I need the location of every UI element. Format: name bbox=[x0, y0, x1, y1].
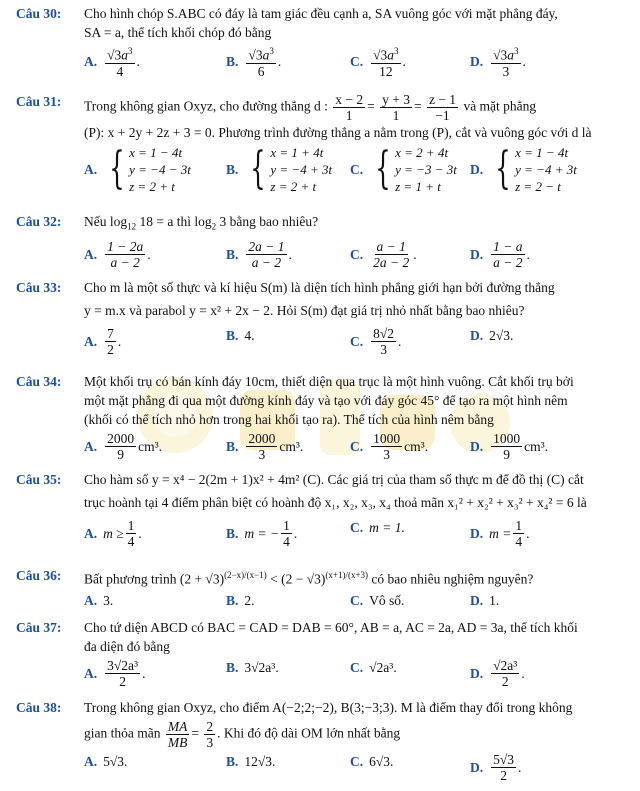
option-b[interactable]: B. $\frac{2a - 1}{a - 2}$ . bbox=[226, 238, 292, 270]
question-text: Bất phương trình $(2 + √3)^{(2-x)/(x-1)} < (2 - √3)^{(x+1)/(x+3)}$ có bao nhiêu nghiệm nguyên? bbox=[84, 570, 534, 587]
question-text: Cho hàm số y = x⁴ − 2(2m + 1)x² + 4m² (C). Các giá trị của tham số thực m để đồ thị (C) cắt bbox=[84, 472, 584, 487]
option-c[interactable]: C. √2a³. bbox=[350, 660, 397, 675]
question-34 bbox=[16, 372, 628, 465]
option-c[interactable]: C. $\frac{√3a^3}{12}$ . bbox=[350, 46, 406, 79]
option-d[interactable]: D. 1. bbox=[470, 592, 500, 608]
question-33 bbox=[16, 278, 628, 360]
option-d[interactable]: D. $\frac{1 - a}{a - 2}$ . bbox=[470, 238, 530, 270]
option-c[interactable]: C. $\frac{1000}{3}$ cm³. bbox=[350, 431, 429, 462]
question-text: Nếu $\log_{12} 18 = a$ thì $\log_2 3$ bằng bao nhiêu? bbox=[84, 214, 319, 232]
option-c[interactable]: C. Vô số. bbox=[350, 592, 405, 608]
option-a[interactable]: A. $\frac{\text{3√2a³}}{2}$ . bbox=[84, 658, 146, 689]
question-text: Trong không gian Oxyz, cho đường thẳng d : $\frac{x - 2}{1}$ = $\frac{y + 3}{1}$ = $\frac{z - 1}{-1}$ và mặt phẳng bbox=[84, 92, 537, 123]
option-d[interactable]: D. $\frac{√3a^3}{3}$ . bbox=[470, 46, 526, 79]
question-label: Câu 38: bbox=[16, 700, 62, 715]
question-36 bbox=[16, 566, 628, 611]
option-b[interactable]: B. 2. bbox=[226, 592, 255, 608]
option-b[interactable]: B. m = − $\frac{1}{4}$ . bbox=[226, 518, 298, 549]
question-text: Trong không gian Oxyz, cho điểm A(−2;2;−2), B(3;−3;3). M là điểm thay đổi trong không bbox=[84, 700, 573, 715]
question-text: gian thỏa mãn $\frac{MA}{MB}$ = $\frac{2}{3}$ . Khi đó độ dài OM lớn nhất bằng bbox=[84, 719, 401, 750]
question-label: Câu 30: bbox=[16, 6, 62, 21]
options bbox=[84, 518, 628, 552]
option-c[interactable]: C. 6√3. bbox=[350, 754, 394, 769]
question-38 bbox=[16, 698, 628, 786]
options bbox=[84, 752, 628, 786]
question-37 bbox=[16, 618, 628, 692]
options bbox=[84, 144, 628, 214]
option-a[interactable]: A. $\frac{1 - 2a}{a - 2}$ . bbox=[84, 238, 151, 270]
option-c[interactable]: C. { x = 2 + 4t y = −3 − 3t z = 1 + t bbox=[350, 143, 457, 194]
question-label: Câu 33: bbox=[16, 280, 62, 295]
option-d[interactable]: D. m = $\frac{1}{4}$ . bbox=[470, 518, 530, 549]
options bbox=[84, 658, 628, 692]
options bbox=[84, 44, 628, 78]
option-a[interactable]: A. 3. bbox=[84, 592, 114, 608]
question-text: Cho m là một số thực và kí hiệu S(m) là diện tích hình phẳng giới hạn bởi đường thẳng bbox=[84, 280, 555, 295]
question-30 bbox=[16, 4, 628, 78]
question-text: Một khối trụ có bán kính đáy 10cm, thiết diện qua trục là một hình vuông. Cắt khối trụ bởi bbox=[84, 374, 574, 389]
question-label: Câu 32: bbox=[16, 214, 62, 229]
question-label: Câu 35: bbox=[16, 472, 62, 487]
question-label: Câu 37: bbox=[16, 620, 62, 635]
option-b[interactable]: B. $\frac{√3a^3}{6}$ . bbox=[226, 46, 282, 79]
option-b[interactable]: B. 3√2a³. bbox=[226, 660, 279, 675]
question-31 bbox=[16, 92, 628, 214]
option-c[interactable]: C. $\frac{8√2}{3}$ . bbox=[350, 326, 402, 357]
option-b[interactable]: B. 12√3. bbox=[226, 754, 276, 769]
options bbox=[84, 431, 628, 465]
option-a[interactable]: A. $\frac{√3a^3}{4}$ . bbox=[84, 46, 140, 79]
option-d[interactable]: D. $\frac{\text{√2a³}}{2}$ . bbox=[470, 658, 525, 689]
option-d[interactable]: D. $\frac{5√3}{2}$ . bbox=[470, 752, 522, 783]
option-c[interactable]: C. m = 1. bbox=[350, 520, 405, 535]
options bbox=[84, 326, 628, 360]
option-a[interactable]: A. { x = 1 − 4t y = −4 − 3t z = 2 + t bbox=[84, 143, 191, 194]
options bbox=[84, 591, 628, 611]
option-b[interactable]: B. 4. bbox=[226, 328, 255, 343]
question-text: trục hoành tại 4 điểm phân biệt có hoành độ x₁, x₂, x₃, x₄ thoả mãn x₁² + x₂² + x₃² + x₄² = 6 là bbox=[84, 495, 587, 510]
question-text: SA = a, thể tích khối chóp đó bằng bbox=[84, 25, 272, 40]
option-d[interactable]: D. 2√3. bbox=[470, 328, 514, 343]
question-text: y = m.x và parabol y = x² + 2x − 2. Hỏi S(m) đạt giá trị nhỏ nhất bằng bao nhiêu? bbox=[84, 303, 525, 318]
option-b[interactable]: B. $\frac{2000}{3}$ cm³. bbox=[226, 431, 304, 462]
question-text: một mặt phẳng đi qua một đường kính đáy và tạo với đáy góc 45° để tạo ra một hình nêm bbox=[84, 393, 568, 408]
question-text: (P): x + 2y + 2z + 3 = 0. Phương trình đường thẳng a nằm trong (P), cắt và vuông góc với d là bbox=[84, 125, 592, 140]
options bbox=[84, 239, 628, 273]
question-32 bbox=[16, 212, 628, 273]
option-b[interactable]: B. { x = 1 + 4t y = −4 + 3t z = 2 + t bbox=[226, 143, 333, 194]
question-label: Câu 31: bbox=[16, 94, 62, 109]
option-c[interactable]: C. $\frac{a - 1}{2a - 2}$ . bbox=[350, 238, 417, 270]
option-a[interactable]: A. 5√3. bbox=[84, 754, 128, 769]
question-label: Câu 34: bbox=[16, 374, 62, 389]
option-a[interactable]: A. $\frac{2000}{9}$ cm³. bbox=[84, 431, 163, 462]
question-label: Câu 36: bbox=[16, 568, 62, 583]
option-d[interactable]: D. { x = 1 − 4t y = −4 + 3t z = 2 − t bbox=[470, 143, 577, 194]
option-a[interactable]: A. $\frac{7}{2}$ . bbox=[84, 326, 122, 357]
option-a[interactable]: A. m ≥ $\frac{1}{4}$ . bbox=[84, 518, 142, 549]
option-d[interactable]: D. $\frac{1000}{9}$ cm³. bbox=[470, 431, 549, 462]
question-text: đa diện đó bằng bbox=[84, 639, 170, 654]
question-35 bbox=[16, 470, 628, 552]
question-text: (khối có thể tích nhỏ hơn trong hai khối tạo ra). Thể tích của hình nêm bằng bbox=[84, 412, 494, 427]
question-text: Cho tứ diện ABCD có BAC = CAD = DAB = 60°, AB = a, AC = 2a, AD = 3a, thể tích khối bbox=[84, 620, 578, 635]
question-text: Cho hình chóp S.ABC có đáy là tam giác đều cạnh a, SA vuông góc với mặt phẳng đáy, bbox=[84, 6, 558, 21]
